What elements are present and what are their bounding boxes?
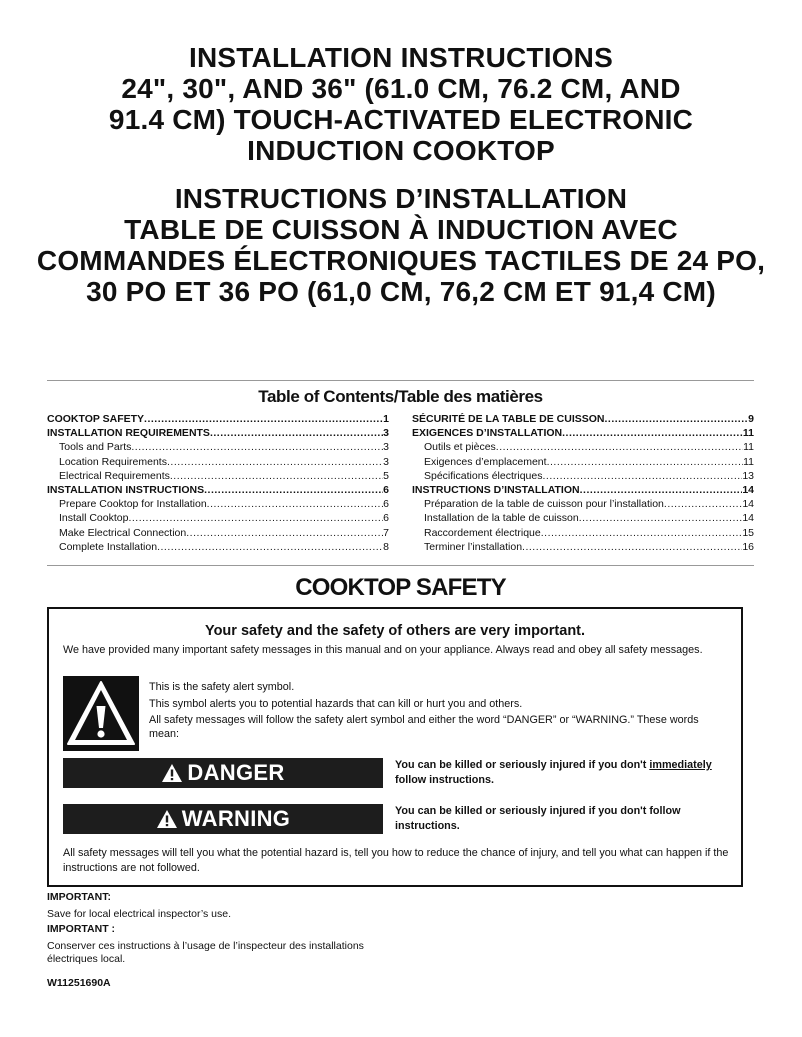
toc-entry-label: Prepare Cooktop for Installation <box>59 498 207 511</box>
important-fr-heading: IMPORTANT : <box>47 923 116 935</box>
toc-entry[interactable] <box>412 497 754 511</box>
safety-message-box <box>47 607 743 887</box>
toc-entry-label: Raccordement électrique <box>424 526 541 539</box>
toc-entry-label: INSTALLATION REQUIREMENTS <box>47 427 210 440</box>
toc-leader-dots <box>542 469 742 483</box>
toc-entry-page: 13 <box>742 469 754 482</box>
safety-box-footer: All safety messages will tell you what the potential hazard is, tell you how to reduce the chance of injury, and tell you what can happen if the instructions are not followed. <box>63 847 729 874</box>
toc-entry-page: 5 <box>383 469 389 482</box>
toc-entry-label: INSTRUCTIONS D’INSTALLATION <box>412 484 580 497</box>
toc-entry[interactable] <box>47 511 389 525</box>
toc-entry-page: 16 <box>742 540 754 553</box>
toc-leader-dots <box>522 540 742 554</box>
toc-entry[interactable] <box>47 440 389 454</box>
title-fr-line: TABLE DE CUISSON À INDUCTION AVEC <box>124 214 678 245</box>
safety-box-intro: We have provided many important safety messages in this manual and on your appliance. Always read and obey all safety messages. <box>63 644 703 656</box>
important-fr-text: Conserver ces instructions à l’usage de l’inspecteur des installations électriques local. <box>47 940 364 965</box>
toc-entry-page: 7 <box>383 526 389 539</box>
toc-entry[interactable] <box>412 412 754 426</box>
toc-entry-label: Tools and Parts <box>59 441 132 454</box>
toc-entry-label: Préparation de la table de cuisson pour l’installation <box>424 498 664 511</box>
safety-alert-text <box>149 681 729 744</box>
toc-entry-page: 11 <box>742 427 754 440</box>
toc-entry-page: 8 <box>383 540 389 553</box>
toc-entry-page: 14 <box>742 484 754 497</box>
important-en-text: Save for local electrical inspector’s use. <box>47 908 232 920</box>
toc-entry-label: EXIGENCES D’INSTALLATION <box>412 427 563 440</box>
toc-entry[interactable] <box>47 469 389 483</box>
toc-entry-page: 11 <box>743 441 754 454</box>
toc-leader-dots <box>579 511 743 525</box>
toc-entry-page: 14 <box>742 498 754 511</box>
safety-alert-triangle-icon <box>63 676 139 751</box>
toc-entry[interactable] <box>412 455 754 469</box>
toc-entry-label: SÉCURITÉ DE LA TABLE DE CUISSON <box>412 413 605 425</box>
toc-entry-label: Electrical Requirements <box>59 469 170 482</box>
toc-entry[interactable] <box>412 469 754 483</box>
toc-entry-page: 15 <box>742 526 754 539</box>
toc-entry-page: 6 <box>383 484 389 497</box>
title-fr-line: 30 PO ET 36 PO (61,0 CM, 76,2 CM ET 91,4 CM) <box>86 276 716 307</box>
danger-desc-prefix: You can be killed or seriously injured if you don't <box>395 759 650 771</box>
toc-entry[interactable] <box>47 540 389 554</box>
toc-leader-dots <box>580 483 743 497</box>
toc-leader-dots <box>605 412 749 426</box>
safety-box-title: Your safety and the safety of others are very important. <box>204 623 586 639</box>
title-fr-line: INSTRUCTIONS D’INSTALLATION <box>174 183 628 214</box>
warning-label: WARNING <box>181 806 291 831</box>
safety-alert-triangle-svg <box>63 676 139 751</box>
title-english <box>20 42 782 166</box>
toc-heading: Table of Contents/Table des matières <box>258 387 543 406</box>
important-notes <box>47 889 367 968</box>
toc-leader-dots <box>144 412 383 426</box>
toc-entry-label: Terminer l’installation <box>424 540 523 553</box>
toc-entry-label: INSTALLATION INSTRUCTIONS <box>47 484 205 497</box>
toc-entry-page: 3 <box>383 455 389 468</box>
toc-entry[interactable] <box>412 426 754 440</box>
toc-leader-dots <box>157 540 383 554</box>
danger-signal-bar <box>63 758 383 788</box>
toc-entry[interactable] <box>412 483 754 497</box>
danger-desc-emphasis: immediately <box>649 759 712 771</box>
title-fr-line: COMMANDES ÉLECTRONIQUES TACTILES DE 24 PO, <box>36 245 766 276</box>
toc-entry[interactable] <box>412 540 754 554</box>
toc-entry[interactable] <box>47 483 389 497</box>
part-number: W11251690A <box>47 977 111 989</box>
toc-entry-label: Installation de la table de cuisson <box>424 512 579 525</box>
toc-leader-dots <box>170 469 383 483</box>
title-en-line: INSTALLATION INSTRUCTIONS <box>189 42 613 73</box>
toc-leader-dots <box>664 497 742 511</box>
title-french <box>20 183 782 307</box>
title-en-line: 24", 30", AND 36" (61.0 CM, 76.2 CM, AND <box>121 73 681 104</box>
warning-alert-icon <box>156 809 178 829</box>
danger-label: DANGER <box>187 760 285 785</box>
toc-entry[interactable] <box>412 440 754 454</box>
toc-entry-page: 11 <box>743 455 754 468</box>
alert-line: All safety messages will follow the safety alert symbol and either the word “DANGER” or “WARNING.” These words mean: <box>149 714 699 740</box>
alert-line: This symbol alerts you to potential hazards that can kill or hurt you and others. <box>149 697 523 710</box>
toc-entry-label: Location Requirements <box>59 455 167 468</box>
toc-bottom-divider <box>47 565 754 566</box>
warning-description: You can be killed or seriously injured if you don't follow instructions. <box>395 805 681 832</box>
toc-leader-dots <box>128 511 383 525</box>
toc-column-french <box>412 412 754 554</box>
toc-entry-page: 14 <box>742 512 754 525</box>
toc-entry[interactable] <box>47 412 389 426</box>
toc-entry[interactable] <box>47 455 389 469</box>
toc-leader-dots <box>186 526 383 540</box>
toc-entry-page: 1 <box>383 413 389 425</box>
toc-leader-dots <box>541 526 743 540</box>
section-heading-cooktop-safety: COOKTOP SAFETY <box>295 574 506 601</box>
toc-entry-label: Spécifications électriques <box>424 469 543 482</box>
toc-leader-dots <box>131 440 383 454</box>
danger-description <box>395 758 735 787</box>
toc-leader-dots <box>204 483 383 497</box>
warning-signal-bar <box>63 804 383 834</box>
toc-leader-dots <box>210 426 383 440</box>
toc-leader-dots <box>207 497 383 511</box>
toc-entry-page: 6 <box>383 512 389 525</box>
toc-leader-dots <box>562 426 743 440</box>
alert-line: This is the safety alert symbol. <box>149 681 295 693</box>
toc-top-divider <box>47 380 754 381</box>
toc-entry[interactable] <box>47 497 389 511</box>
danger-desc-suffix: follow instructions. <box>395 773 494 786</box>
toc-entry[interactable] <box>412 526 754 540</box>
title-en-line: 91.4 CM) TOUCH-ACTIVATED ELECTRONIC <box>108 104 694 135</box>
toc-leader-dots <box>496 440 743 454</box>
toc-leader-dots <box>547 455 744 469</box>
toc-entry-page: 3 <box>383 427 389 440</box>
toc-entry-page: 9 <box>748 413 754 425</box>
title-en-line: INDUCTION COOKTOP <box>247 135 555 166</box>
danger-alert-icon <box>161 763 183 783</box>
toc-entry-label: Make Electrical Connection <box>59 526 187 539</box>
toc-entry[interactable] <box>47 426 389 440</box>
toc-entry-label: Install Cooktop <box>59 512 129 525</box>
toc-entry-label: COOKTOP SAFETY <box>47 413 145 425</box>
toc-entry[interactable] <box>47 526 389 540</box>
toc-entry[interactable] <box>412 511 754 525</box>
toc-column-english <box>47 412 389 554</box>
toc-leader-dots <box>167 455 383 469</box>
toc-entry-label: Outils et pièces <box>424 441 496 454</box>
toc-entry-label: Exigences d’emplacement <box>424 455 547 468</box>
toc-entry-page: 6 <box>383 498 389 511</box>
toc-entry-label: Complete Installation <box>59 540 158 553</box>
important-en-heading: IMPORTANT: <box>47 891 111 903</box>
toc-entry-page: 3 <box>383 441 389 454</box>
